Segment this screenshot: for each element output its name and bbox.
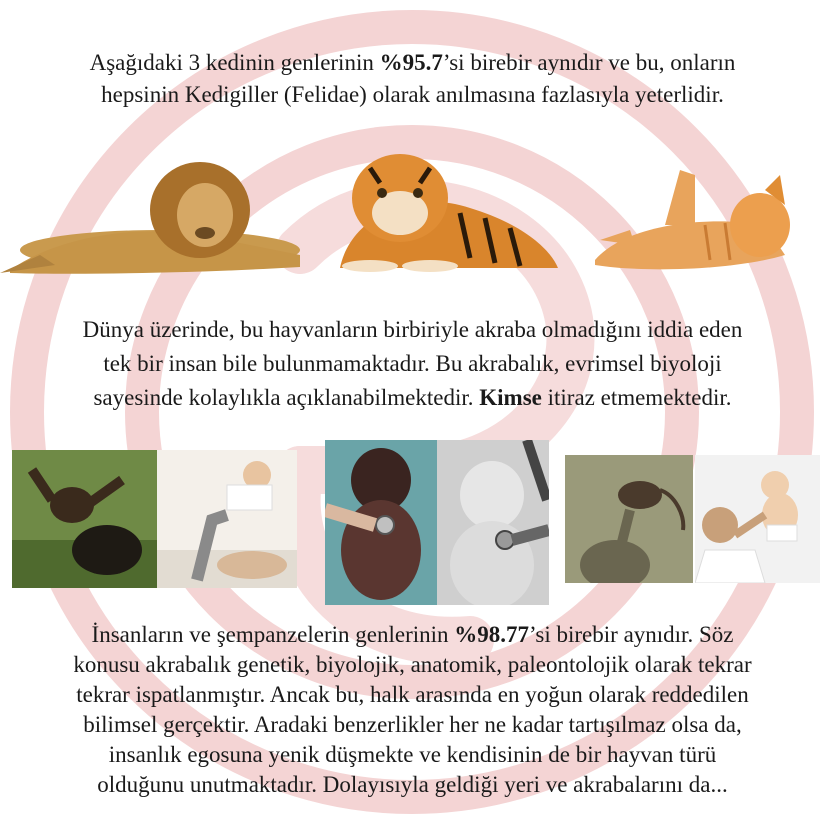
- relationship-paragraph: [0, 313, 825, 415]
- cat-image: [585, 165, 795, 275]
- human-chimp-paragraph: [0, 620, 825, 800]
- intro-line-2: hepsinin Kedigiller (Felidae) olarak anılmasına fazlasıyla yeterlidir.: [101, 82, 724, 107]
- intro-line-1: Aşağıdaki 3 kedinin genlerinin %95.7’si birebir aynıdır ve bu, onların: [89, 50, 736, 75]
- baby-gorilla-photo: [325, 440, 437, 605]
- human-chimp-line-3: tekrar ispatlanmıştır. Ancak bu, halk arasında en yoğun olarak reddedilen: [76, 682, 749, 707]
- relationship-line-2: tek bir insan bile bulunmamaktadır. Bu akrabalık, evrimsel biyoloji: [103, 351, 722, 376]
- chimp-play-photo: [12, 450, 157, 588]
- human-chimp-line-2: konusu akrabalık genetik, biyolojik, anatomik, paleontolojik olarak tekrar: [73, 652, 752, 677]
- lion-image: [0, 155, 310, 280]
- father-baby-photo: [695, 455, 820, 583]
- intro-paragraph: [0, 47, 825, 111]
- human-play-photo: [157, 450, 297, 588]
- relationship-line-1: Dünya üzerinde, bu hayvanların birbiriyle akraba olmadığını iddia eden: [82, 317, 743, 342]
- human-baby-photo: [437, 440, 549, 605]
- monkey-lift-photo: [565, 455, 693, 583]
- human-chimp-line-1: İnsanların ve şempanzelerin genlerinin %98.77’si birebir aynıdır. Söz: [91, 622, 734, 647]
- tiger-image: [330, 148, 560, 273]
- human-chimp-line-5: insanlık egosuna yenik düşmekte ve kendisinin de bir hayvan türü: [108, 742, 717, 767]
- human-chimp-line-6: olduğunu unutmaktadır. Dolayısıyla geldiği yeri ve akrabalarını da...: [97, 772, 728, 797]
- relationship-line-3: sayesinde kolaylıkla açıklanabilmektedir. Kimse itiraz etmemektedir.: [93, 385, 732, 410]
- human-chimp-line-4: bilimsel gerçektir. Aradaki benzerlikler her ne kadar tartışılmaz olsa da,: [83, 712, 742, 737]
